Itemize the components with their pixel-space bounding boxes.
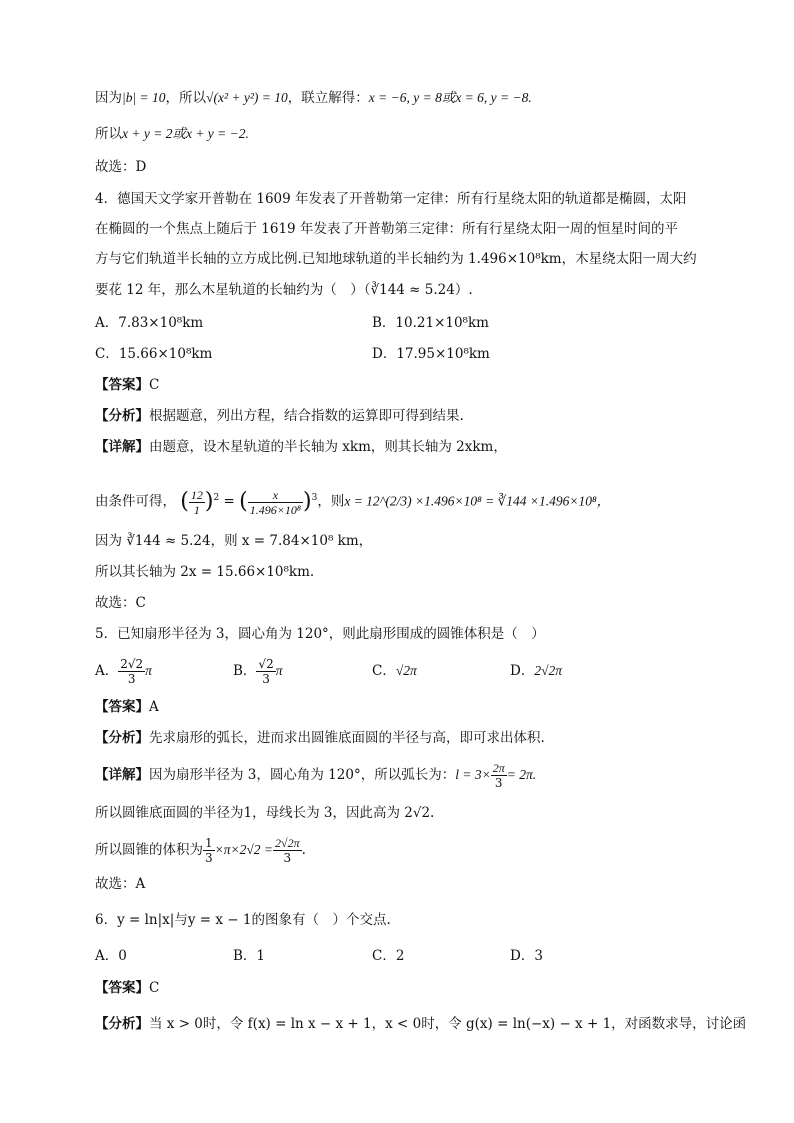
q3-solution-line-2: 所以x + y = 2或x + y = −2. <box>95 126 249 142</box>
analysis-tag: 【分析】 <box>95 730 149 746</box>
q4-detail-line-4: 所以其长轴为 2x = 15.66×10⁸km. <box>95 564 315 580</box>
q4-option-c: C．15.66×10⁸km <box>95 346 213 362</box>
q5-answer: 【答案】A <box>95 699 159 715</box>
q5-stem: 5．已知扇形半径为 3，圆心角为 120°，则此扇形围成的圆锥体积是（ ） <box>95 626 545 642</box>
q5-choose: 故选：A <box>95 876 146 892</box>
q3-solution-line-1: 因为|b| = 10，所以√(x² + y²) = 10，联立解得：x = −6, y = 8或x = 6, y = −8. <box>95 90 532 106</box>
q5-option-a: A． $\frac{2√2}{3}$ π <box>95 657 152 686</box>
answer-tag: 【答案】 <box>95 980 149 996</box>
q4-stem-line-1: 4．德国天文学家开普勒在 1609 年发表了开普勒第一定律：所有行星绕太阳的轨道都是椭圆，太阳 <box>95 191 687 207</box>
q4-option-a: A．7.83×10⁸km <box>95 315 204 331</box>
q5-option-b: B． $\frac{√2}{3}$ π <box>233 657 283 686</box>
q5-detail-line-3: 所以圆锥的体积为 $\frac{1}{3}$ ×π×2√2 = $\frac{2√2\pi}{3}$ . <box>95 836 306 865</box>
q4-detail-line-1: 【详解】由题意，设木星轨道的半长轴为 xkm，则其长轴为 2xkm， <box>95 439 507 455</box>
q5-analysis: 【分析】先求扇形的弧长，进而求出圆锥底面圆的半径与高，即可求出体积. <box>95 730 545 746</box>
q6-option-c: C．2 <box>372 948 405 964</box>
q4-stem-line-2: 在椭圆的一个焦点上随后于 1619 年发表了开普勒第三定律：所有行星绕太阳一周的恒星时间的平 <box>95 221 678 237</box>
q4-detail-line-2: 由条件可得， ( $\frac{12}{1}$ )$^2$ = ( $\frac{x}{\text{1.496×10⁸}}$ )$^3$，则x = 12^(2/3) ×1.496×10⁸ = ∛144 ×1.496×10⁸， <box>95 487 611 517</box>
q6-answer: 【答案】C <box>95 980 160 996</box>
q4-stem-line-3: 方与它们轨道半长轴的立方成比例.已知地球轨道的半长轴约为 1.496×10⁸km，木星绕太阳一周大约 <box>95 251 697 267</box>
q4-answer: 【答案】C <box>95 377 160 393</box>
q6-analysis: 【分析】当 x > 0时，令 f(x) = ln x − x + 1，x < 0时，令 g(x) = ln(−x) − x + 1，对函数求导，讨论函 <box>95 1016 747 1032</box>
q4-analysis: 【分析】根据题意，列出方程，结合指数的运算即可得到结果. <box>95 408 464 424</box>
detail-tag: 【详解】 <box>95 439 149 455</box>
q4-option-b: B．10.21×10⁸km <box>372 315 489 331</box>
q5-detail-line-1: 【详解】因为扇形半径为 3，圆心角为 120°，所以弧长为：l = 3× $\frac{2\pi}{3}$ = 2π. <box>95 761 537 790</box>
q6-option-b: B．1 <box>233 948 266 964</box>
q5-detail-line-2: 所以圆锥底面圆的半径为1，母线长为 3，因此高为 2√2. <box>95 805 435 821</box>
q4-option-d: D．17.95×10⁸km <box>372 346 490 362</box>
analysis-tag: 【分析】 <box>95 408 149 424</box>
analysis-tag: 【分析】 <box>95 1016 149 1032</box>
q4-detail-line-3: 因为 ∛144 ≈ 5.24，则 x = 7.84×10⁸ km， <box>95 533 373 549</box>
q3-choose: 故选：D <box>95 159 147 175</box>
q6-stem: 6．y = ln|x|与y = x − 1的图象有（ ）个交点. <box>95 912 391 928</box>
q5-option-d: D．2√2π <box>510 663 563 679</box>
detail-tag: 【详解】 <box>95 767 149 783</box>
answer-tag: 【答案】 <box>95 699 149 715</box>
q6-option-a: A．0 <box>95 948 127 964</box>
q4-choose: 故选：C <box>95 595 146 611</box>
answer-tag: 【答案】 <box>95 377 149 393</box>
q6-option-d: D．3 <box>510 948 543 964</box>
q4-stem-line-4: 要花 12 年，那么木星轨道的长轴约为（ ）（∛144 ≈ 5.24）. <box>95 282 473 298</box>
q5-option-c: C．√2π <box>372 663 417 679</box>
